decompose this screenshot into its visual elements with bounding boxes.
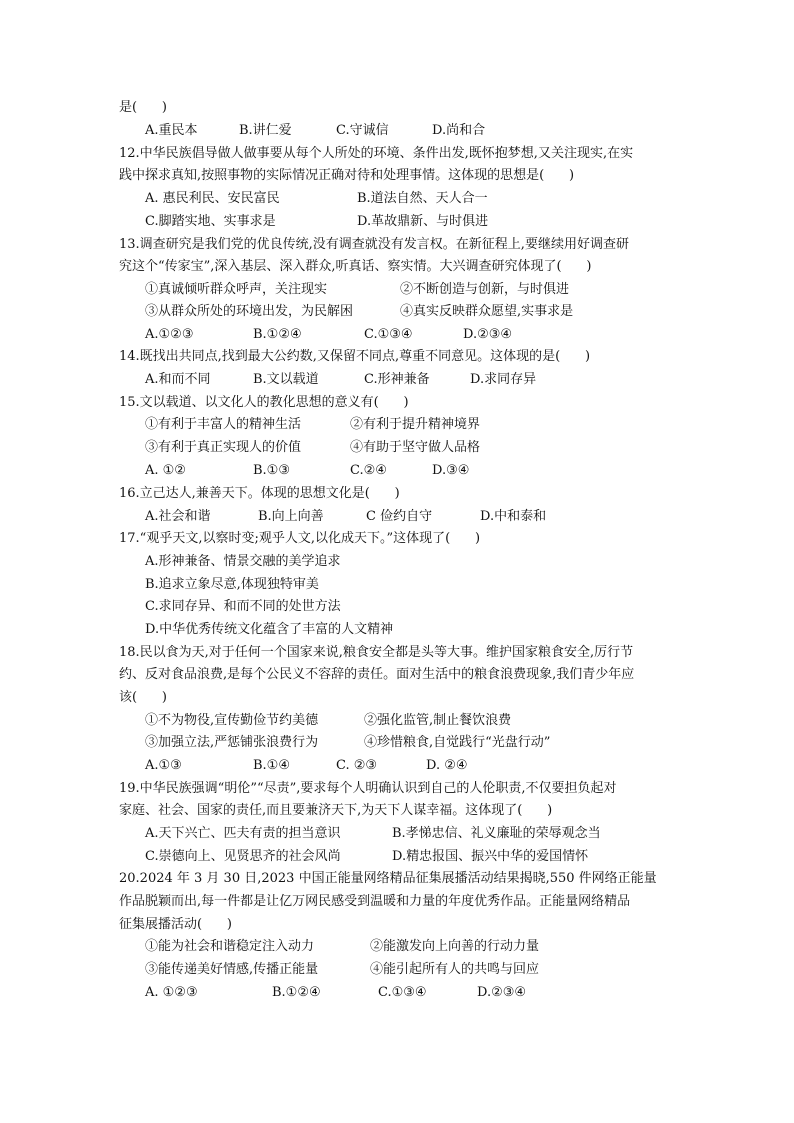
- q14-option-b: B.文以载道: [253, 372, 319, 387]
- q20-stem-line3: 征集展播活动( ): [119, 917, 232, 932]
- q18-option-d: D. ②④: [426, 758, 468, 773]
- q15-option-d: D.③④: [432, 463, 470, 478]
- q17-option-d: D.中华优秀传统文化蕴含了丰富的人文精神: [145, 622, 394, 637]
- q17-option-c: C.求同存异、和而不同的处世方法: [145, 599, 341, 614]
- q11-option-b: B.讲仁爱: [239, 123, 292, 138]
- q13-statement-2: ②不断创造与创新，与时俱进: [400, 282, 570, 297]
- q12-option-b: B.道法自然、天人合一: [357, 191, 488, 206]
- q20-option-b: B.①②④: [272, 985, 321, 1000]
- q13-statement-4: ④真实反映群众愿望,实事求是: [400, 304, 574, 319]
- q16-option-a: A.社会和谐: [145, 509, 211, 524]
- q19-option-a: A.天下兴亡、匹夫有责的担当意识: [145, 826, 341, 841]
- q13-stem-line1: 13.调查研究是我们党的优良传统,没有调查就没有发言权。在新征程上,要继续用好调查研: [119, 237, 629, 252]
- q18-stem-line2: 约、反对食品浪费,是每个公民义不容辞的责任。面对生活中的粮食浪费现象,我们青少年应: [119, 667, 635, 682]
- q17-stem: 17.“观乎天文,以察时变;观乎人文,以化成天下。”这体现了( ): [119, 531, 481, 546]
- q20-statement-3: ③能传递美好情感,传播正能量: [145, 962, 319, 977]
- q20-option-d: D.②③④: [477, 985, 527, 1000]
- q14-option-a: A.和而不同: [145, 372, 211, 387]
- q13-option-a: A.①②③: [145, 327, 194, 342]
- q18-option-c: C. ②③: [336, 758, 378, 773]
- q11-option-d: D.尚和合: [432, 123, 486, 138]
- q13-stem-line2: 究这个“传家宝”,深入基层、深入群众,听真话、察实情。大兴调查研究体现了( ): [119, 259, 592, 274]
- q16-option-c: C 俭约自守: [366, 509, 433, 524]
- q13-statement-1: ①真诚倾听群众呼声，关注现实: [145, 282, 328, 297]
- q15-statement-3: ③有利于真正实现人的价值: [145, 440, 302, 455]
- q15-statement-2: ②有利于提升精神境界: [350, 417, 481, 432]
- q18-stem-line1: 18.民以食为天,对于任何一个国家来说,粮食安全都是头等大事。维护国家粮食安全,厉行节: [119, 645, 634, 660]
- q12-option-d: D.革故鼎新、与时俱进: [357, 214, 489, 229]
- q15-stem: 15.文以载道、以文化人的教化思想的意义有( ): [119, 395, 409, 410]
- q18-stem-line3: 该( ): [119, 690, 167, 705]
- q19-stem-line2: 家庭、社会、国家的责任,而且要兼济天下,为天下人谋幸福。这体现了( ): [119, 803, 553, 818]
- q20-statement-4: ④能引起所有人的共鸣与回应: [370, 962, 540, 977]
- q15-statement-4: ④有助于坚守做人品格: [350, 440, 481, 455]
- q20-stem-line2: 作品脱颖而出,每一件都是让亿万网民感受到温暖和力量的年度优秀作品。正能量网络精品: [119, 894, 631, 909]
- q20-option-c: C.①③④: [378, 985, 427, 1000]
- q11-option-c: C.守诚信: [336, 123, 389, 138]
- q17-option-a: A.形神兼备、情景交融的美学追求: [145, 554, 341, 569]
- q11-option-a: A.重民本: [145, 123, 198, 138]
- q13-statement-3: ③从群众所处的环境出发，为民解困: [145, 304, 354, 319]
- q14-stem: 14.既找出共同点,找到最大公约数,又保留不同点,尊重不同意见。这体现的是( ): [119, 349, 591, 364]
- q18-statement-2: ②强化监管,制止餐饮浪费: [364, 713, 512, 728]
- q16-option-b: B.向上向善: [258, 509, 324, 524]
- q20-statement-2: ②能激发向上向善的行动力量: [370, 939, 540, 954]
- q12-option-c: C.脚踏实地、实事求是: [145, 214, 276, 229]
- q19-option-c: C.崇德向上、见贤思齐的社会风尚: [145, 849, 341, 864]
- q12-stem-line1: 12.中华民族倡导做人做事要从每个人所处的环境、条件出发,既怀抱梦想,又关注现实,在实: [119, 146, 634, 161]
- q20-stem-line1: 20.2024 年 3 月 30 日,2023 中国正能量网络精品征集展播活动结果揭晓,550 件网络正能量: [119, 871, 657, 886]
- q13-option-c: C.①③④: [364, 327, 413, 342]
- q18-option-a: A.①③: [145, 758, 182, 773]
- q11-tail: 是( ): [119, 100, 167, 115]
- q13-option-b: B.①②④: [253, 327, 302, 342]
- q15-statement-1: ①有利于丰富人的精神生活: [145, 417, 302, 432]
- q17-option-b: B.追求立象尽意,体现独特审美: [145, 577, 319, 592]
- q13-option-d: D.②③④: [463, 327, 513, 342]
- q20-option-a: A. ①②③: [145, 985, 198, 1000]
- q19-option-b: B.孝悌忠信、礼义廉耻的荣辱观念当: [392, 826, 601, 841]
- q15-option-b: B.①③: [253, 463, 290, 478]
- q15-option-c: C.②④: [350, 463, 387, 478]
- q19-stem-line1: 19.中华民族强调“明伦”“尽责”,要求每个人明确认识到自己的人伦职责,不仅要担负起对: [119, 781, 617, 796]
- q14-option-d: D.求同存异: [470, 372, 537, 387]
- q18-statement-4: ④珍惜粮食,自觉践行“光盘行动”: [364, 735, 551, 750]
- q19-option-d: D.精忠报国、振兴中华的爱国情怀: [392, 849, 589, 864]
- q12-stem-line2: 践中探求真知,按照事物的实际情况正确对待和处理事情。这体现的思想是( ): [119, 168, 575, 183]
- q18-statement-1: ①不为物役,宣传勤俭节约美德: [145, 713, 319, 728]
- q16-option-d: D.中和泰和: [480, 509, 547, 524]
- q15-option-a: A. ①②: [145, 463, 186, 478]
- q18-statement-3: ③加强立法,严惩铺张浪费行为: [145, 735, 319, 750]
- q20-statement-1: ①能为社会和谐稳定注入动力: [145, 939, 315, 954]
- q18-option-b: B.①④: [253, 758, 290, 773]
- q14-option-c: C.形神兼备: [364, 372, 430, 387]
- q12-option-a: A. 惠民利民、安民富民: [145, 191, 280, 206]
- q16-stem: 16.立己达人,兼善天下。体现的思想文化是( ): [119, 486, 400, 501]
